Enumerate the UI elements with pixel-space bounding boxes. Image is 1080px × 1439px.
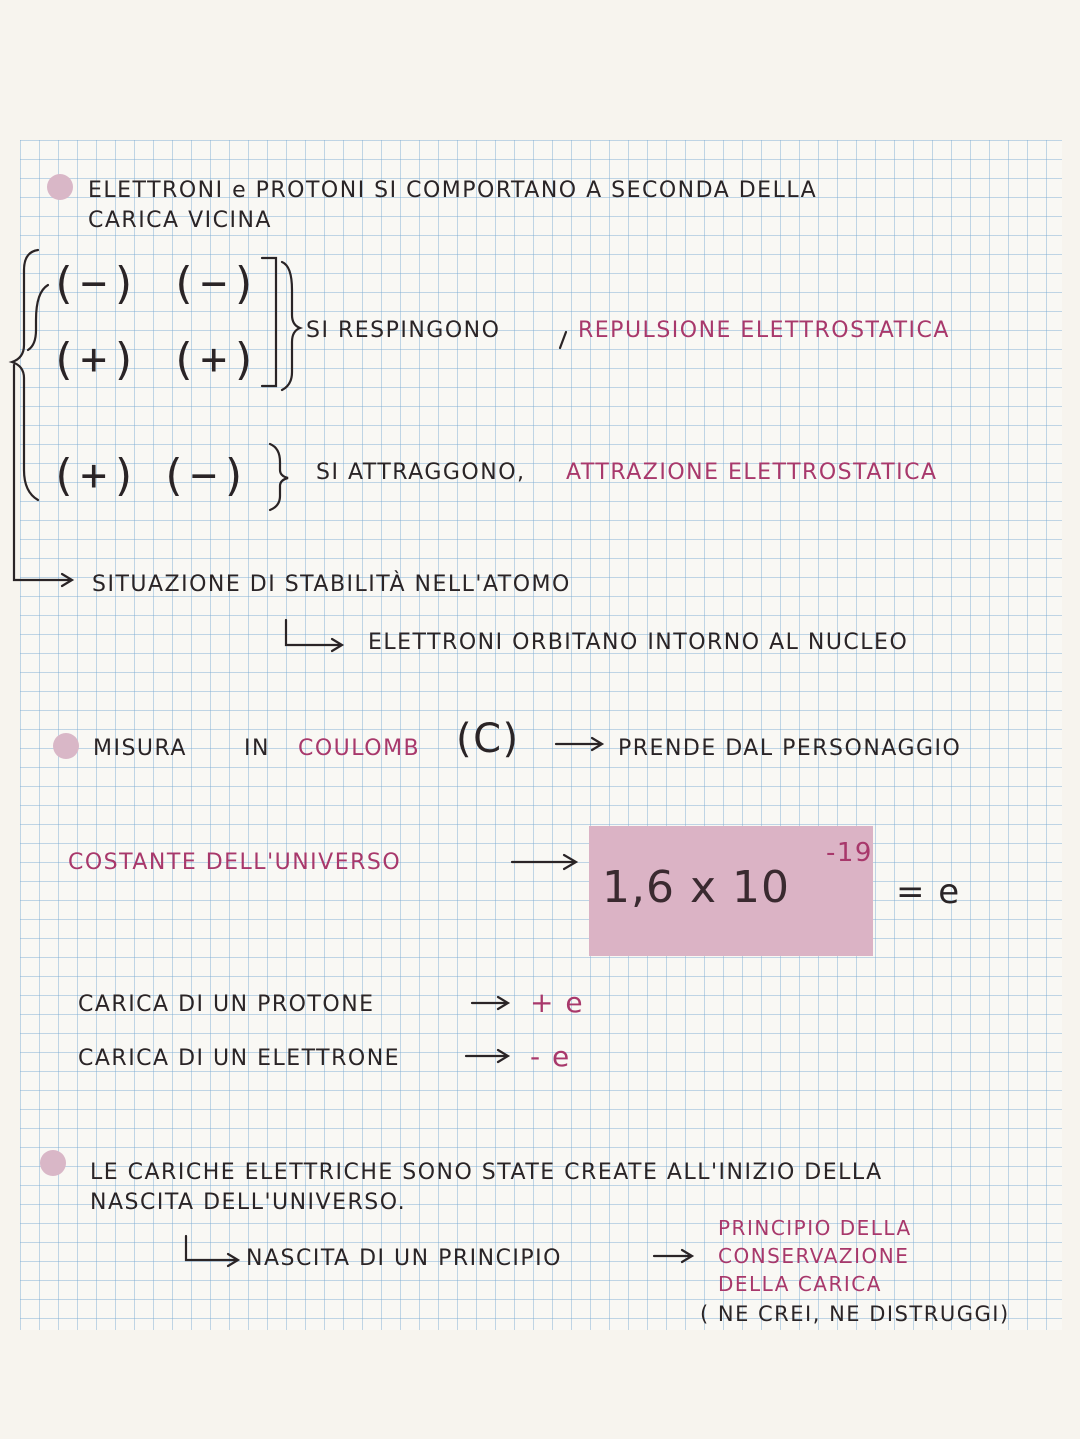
intro-line-1: ELETTRONI e PROTONI SI COMPORTANO A SECONDA DELLA [88, 178, 818, 203]
coulomb-term: COULOMB [298, 736, 421, 761]
principle-intro: NASCITA DI UN PRINCIPIO [246, 1246, 562, 1271]
stability-text: SITUAZIONE DI STABILITÀ NELL'ATOMO [92, 572, 571, 597]
electron-charge-value: - e [530, 1040, 571, 1073]
positive-charge-2: (+) [170, 334, 262, 385]
intro-line-2: CARICA VICINA [88, 208, 272, 233]
principle-line-3: DELLA CARICA [718, 1272, 882, 1296]
in-text: IN [244, 736, 270, 761]
name-origin-text: PRENDE DAL PERSONAGGIO [618, 736, 962, 761]
universe-line-2: NASCITA DELL'UNIVERSO. [90, 1190, 407, 1215]
bullet-icon [40, 1150, 66, 1176]
electron-charge-label: CARICA DI UN ELETTRONE [78, 1046, 401, 1071]
attract-text: SI ATTRAGGONO, [316, 460, 526, 485]
repel-text: SI RESPINGONO [306, 318, 501, 343]
principle-line-2: CONSERVAZIONE [718, 1244, 910, 1268]
measure-text: MISURA [93, 736, 187, 761]
coulomb-symbol: (C) [456, 716, 520, 762]
principle-line-1: PRINCIPIO DELLA [718, 1216, 912, 1240]
constant-mantissa: 1,6 x 10 [602, 862, 790, 913]
repulsion-term: REPULSIONE ELETTROSTATICA [578, 318, 950, 343]
attraction-term: ATTRAZIONE ELETTROSTATICA [566, 460, 938, 485]
proton-charge-value: + e [530, 986, 585, 1019]
bullet-icon [47, 174, 73, 200]
orbit-text: ELETTRONI ORBITANO INTORNO AL NUCLEO [368, 630, 909, 655]
positive-charge-1: (+) [50, 334, 142, 385]
proton-charge-label: CARICA DI UN PROTONE [78, 992, 375, 1017]
negative-charge-3: (−) [160, 450, 252, 501]
universe-line-1: LE CARICHE ELETTRICHE SONO STATE CREATE ALL'INIZIO DELLA [90, 1160, 883, 1185]
principle-note: ( NE CREI, NE DISTRUGGI) [700, 1302, 1010, 1326]
constant-label: COSTANTE DELL'UNIVERSO [68, 850, 402, 875]
negative-charge-1: (−) [50, 258, 142, 309]
bullet-icon [53, 733, 79, 759]
constant-exponent: -19 [826, 838, 873, 868]
positive-charge-3: (+) [50, 450, 142, 501]
elementary-charge-symbol: = e [896, 872, 961, 912]
negative-charge-2: (−) [170, 258, 262, 309]
